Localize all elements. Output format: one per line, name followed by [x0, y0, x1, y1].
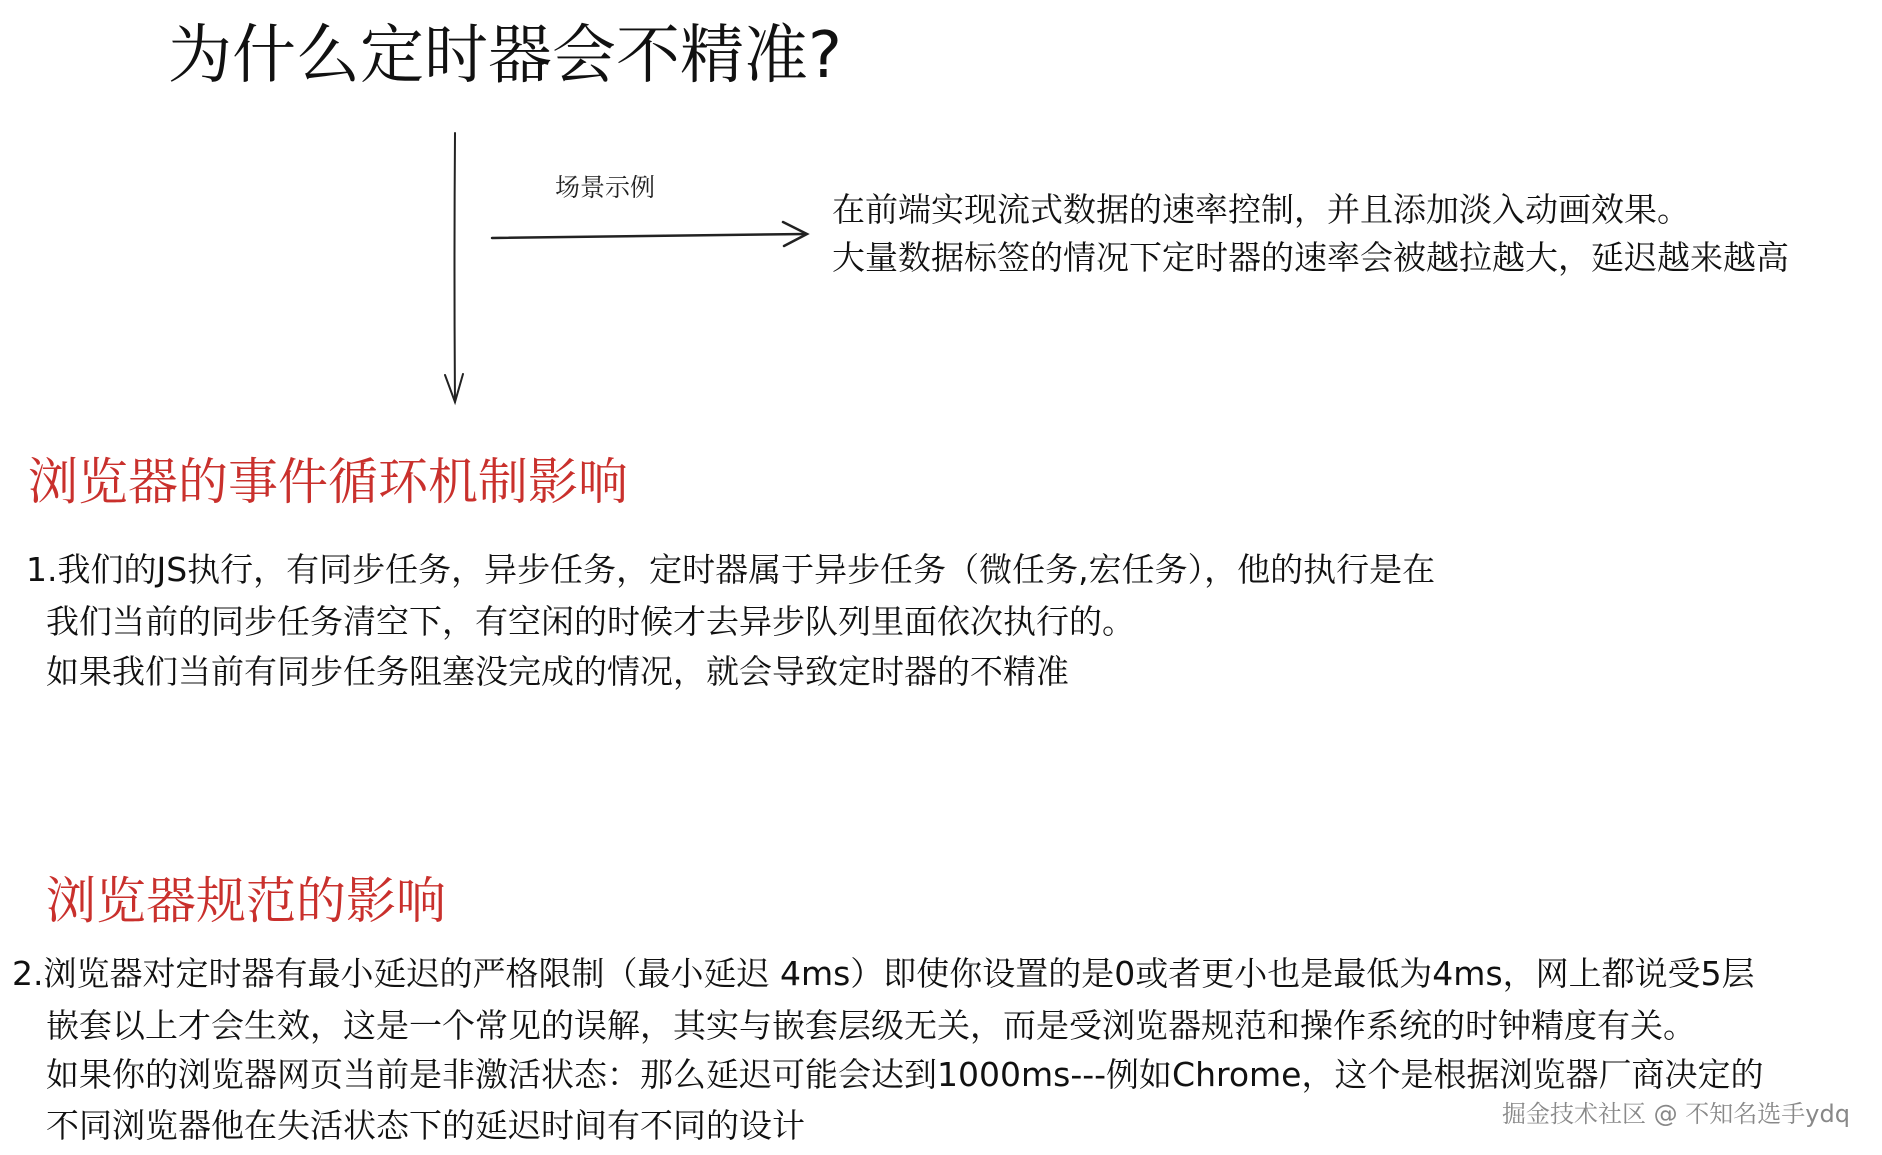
- scenario-arrow: [492, 222, 807, 246]
- paragraph-line: 如果你的浏览器网页当前是非激活状态：那么延迟可能会达到1000ms---例如Chrome，这个是根据浏览器厂商决定的: [46, 1055, 1764, 1094]
- paragraph-line: 我们当前的同步任务清空下，有空闲的时候才去异步队列里面依次执行的。: [46, 602, 1135, 641]
- section-heading-browser-spec: 浏览器规范的影响: [46, 872, 446, 930]
- scenario-line: 大量数据标签的情况下定时器的速率会被越拉越大，延迟越来越高: [832, 238, 1789, 277]
- scenario-line: 在前端实现流式数据的速率控制，并且添加淡入动画效果。: [832, 190, 1690, 229]
- section-heading-event-loop: 浏览器的事件循环机制影响: [28, 453, 628, 511]
- arrow-label: 场景示例: [555, 173, 656, 202]
- paragraph-line: 嵌套以上才会生效，这是一个常见的误解，其实与嵌套层级无关，而是受浏览器规范和操作系统的时钟精度有关。: [46, 1006, 1696, 1045]
- watermark: 掘金技术社区 @ 不知名选手ydq: [1502, 1100, 1850, 1128]
- paragraph-line: 如果我们当前有同步任务阻塞没完成的情况，就会导致定时器的不精准: [46, 652, 1069, 691]
- paragraph-line: 2.浏览器对定时器有最小延迟的严格限制（最小延迟 4ms）即使你设置的是0或者更小也是最低为4ms，网上都说受5层: [12, 954, 1755, 993]
- page-title: 为什么定时器会不精准?: [168, 19, 842, 93]
- paragraph-line: 1.我们的JS执行，有同步任务，异步任务，定时器属于异步任务（微任务,宏任务），他的执行是在: [26, 550, 1436, 589]
- vertical-arrow: [445, 133, 463, 402]
- paragraph-line: 不同浏览器他在失活状态下的延迟时间有不同的设计: [46, 1106, 805, 1145]
